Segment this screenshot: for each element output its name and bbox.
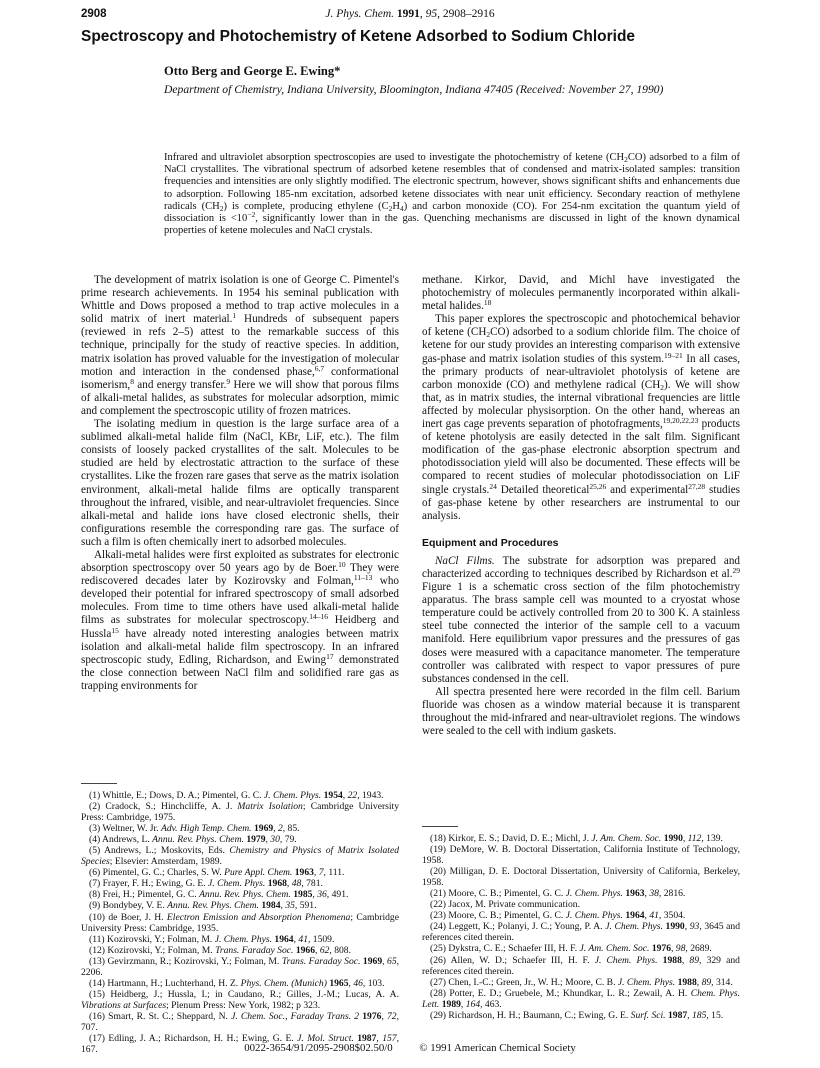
reference-entry: (4) Andrews, L. Annu. Rev. Phys. Chem. 1979, 30, 79. (89, 834, 297, 846)
copyright-notice: © 1991 American Chemical Society (419, 1042, 576, 1054)
reference-entry: (9) Bondybey, V. E. Annu. Rev. Phys. Chem. 1984, 35, 591. (89, 900, 317, 912)
reference-entry: (27) Chen, I.-C.; Green, Jr., W. H.; Moore, C. B. J. Chem. Phys. 1988, 89, 314. (430, 976, 733, 988)
footnote-rule (422, 826, 458, 827)
reference-entry: (6) Pimentel, G. C.; Charles, S. W. Pure Appl. Chem. 1963, 7, 111. (89, 867, 345, 879)
references-left (81, 790, 399, 1055)
reference-entry: (11) Kozirovski, Y.; Folman, M. J. Chem. Phys. 1964, 41, 1509. (89, 933, 335, 945)
article-code: 0022-3654/91/2095-2908$02.50/0 (244, 1042, 393, 1054)
reference-entry: (5) Andrews, L.; Moskovits, Eds. Chemistry and Physics of Matrix Isolated Species; Elsevier: Amsterdam, 1989. (81, 845, 400, 868)
reference-entry: (28) Potter, E. D.; Gruebele, M.; Khundkar, L. R.; Zewail, A. H. Chem. Phys. Lett. 1989, 164, 463. (422, 987, 740, 1010)
body-paragraph: All spectra presented here were recorded in the film cell. Barium fluoride was chosen as a window material because it is transparent throughout the mid-infrared and near-ultraviolet regions. The windows were sealed to the cell with indium gaskets. (422, 685, 740, 738)
references-right (422, 833, 740, 1021)
body-paragraph (422, 555, 740, 686)
reference-entry: (14) Hartmann, H.; Luchterhand, H. Z. Phys. Chem. (Munich) 1965, 46, 103. (89, 977, 385, 989)
reference-entry: (10) de Boer, J. H. Electron Emission and Absorption Phenomena; Cambridge University Press: Cambridge, 1935. (81, 911, 399, 934)
body-paragraph: The development of matrix isolation is one of George C. Pimentel's prime research achievements. In 1954 his seminal publication with Whittle and Dows proposed a method to trap active molecules in a solid matrix of inert material.$^1$ Hundreds of subsequent papers (reviewed in refs 2–5) attest to the remarkable success of this technique, principally for the study of reactive species. In addition, matrix isolation has proved valuable for the investigation of molecular motion and interaction in the condensed phase,$^{6,7}$ conformational isomerism,$^8$ and energy transfer.$^9$ Here we will show that porous films of alkali-metal halides, as substrates for molecular adsorption, mimic and complement the spectroscopic utility of frozen matrices. (81, 274, 399, 417)
reference-entry: (12) Kozirovski, Y.; Folman, M. Trans. Faraday Soc. 1966, 62, 808. (89, 944, 351, 956)
reference-entry: (29) Richardson, H. H.; Baumann, C.; Ewing, G. E. Surf. Sci. 1987, 185, 15. (430, 1009, 724, 1021)
reference-entry: (1) Whittle, E.; Dows, D. A.; Pimentel, G. C. J. Chem. Phys. 1954, 22, 1943. (89, 790, 384, 801)
reference-entry: (7) Frayer, F. H.; Ewing, G. E. J. Chem. Phys. 1968, 48, 781. (89, 878, 323, 890)
journal-year: 1991 (396, 8, 420, 20)
journal-name: J. Phys. Chem. (325, 8, 395, 20)
footnote-rule (81, 783, 117, 784)
reference-entry: (13) Gevirzmann, R.; Kozirovski, Y.; Folman, M. Trans. Faraday Soc. 1969, 65, 2206. (81, 955, 400, 978)
reference-entry: (25) Dykstra, C. E.; Schaefer III, H. F. J. Am. Chem. Soc. 1976, 98, 2689. (430, 943, 712, 955)
reference-entry: (17) Edling, J. A.; Richardson, H. H.; Ewing, G. E. J. Mol. Struct. 1987, 157, 167. (81, 1033, 399, 1056)
reference-entry: (20) Milligan, D. E. Doctoral Dissertation, University of California, Berkeley, 1958. (422, 866, 740, 889)
reference-entry: (18) Kirkor, E. S.; David, D. E.; Michl, J. J. Am. Chem. Soc. 1990, 112, 139. (430, 833, 723, 844)
running-header (81, 8, 739, 24)
article-authors: Otto Berg and George E. Ewing* (164, 64, 341, 78)
reference-entry: (8) Frei, H.; Pimentel, G. C. Annu. Rev. Phys. Chem. 1985, 36, 491. (89, 889, 349, 901)
article-title: Spectroscopy and Photochemistry of Ketene Adsorbed to Sodium Chloride (81, 28, 636, 45)
reference-entry: (24) Leggett, K.; Polanyi, J. C.; Young, P. A. J. Chem. Phys. 1990, 93, 3645 and references cited therein. (422, 921, 740, 944)
body-paragraph: The isolating medium in question is the large surface area of a sublimed alkali-metal halide film (NaCl, KBr, LiF, etc.). The film consists of loosely packed crystallites of the salt. Molecules to be studied are held by electrostatic attraction to the surface of these crystallites. Like the frozen rare gases that serve as the matrix isolation environment, alkali-metal halide films are optically transparent throughout the infrared, visible, and near-ultraviolet frequencies. Since alkali-metal and halide ions have closed electronic shells, their configurations resemble the corresponding rare gas. The surface of such a film is often chemically inert to adsorbed molecules. (81, 418, 399, 548)
reference-entry: (2) Cradock, S.; Hinchcliffe, A. J. Matrix Isolation; Cambridge University Press: Cambridge, 1975. (81, 801, 400, 824)
reference-entry: (19) DeMore, W. B. Doctoral Dissertation, California Institute of Technology, 1958. (422, 844, 740, 867)
left-column (81, 274, 399, 693)
abstract: Infrared and ultraviolet absorption spectroscopies are used to investigate the photochemistry of ketene $(CH_2CO)$ adsorbed to a film of NaCl crystallites. The vibrational spectrum of adsorbed ketene resembles that of condensed and matrix-isolated samples: transition frequencies and intensities are only slightly modified. The electronic spectrum, however, shows significant shifts and enhancements due to adsorption. Following 185-nm excitation, adsorbed ketene dissociates with near unit efficiency. Secondary reaction of methylene radicals $(CH_2)$ is complete, producing ethylene $(C_2H_4)$ and carbon monoxide (CO). For 254-nm excitation the quantum yield of dissociation is $<10^{-2}$, significantly lower than in the gas. Quenching mechanisms are discussed in light of the known dynamical properties of ketene molecules and NaCl crystals. (164, 152, 740, 237)
reference-entry: (23) Moore, C. B.; Pimentel, G. C. J. Chem. Phys. 1964, 41, 3504. (430, 910, 686, 922)
reference-entry: (15) Heidberg, J.; Hussla, I.; in Caudano, R.; Gilles, J.-M.; Lucas, A. A. Vibrations at Surfaces; Plenum Press: New York, 1982; p 323. (81, 988, 399, 1011)
body-paragraph: Alkali-metal halides were first exploited as substrates for electronic absorption spectroscopy over 50 years ago by de Boer.$^{10}$ They were rediscovered decades later by Kozirovsky and Folman,$^{11-13}$ who developed their potential for infrared spectroscopy of small adsorbed molecules. From time to time others have used alkali-metal halide films as substrates for molecular spectroscopy.$^{14-16}$ Heidberg and Hussla$^{15}$ have already noted interesting analogies between matrix isolation and alkali-metal halide film spectroscopy. In an infrared spectroscopic study, Edling, Richardson, and Ewing$^{17}$ demonstrated the close connection between NaCl film and solidified rare gas as trapping environments for (81, 548, 400, 692)
journal-citation: J. Phys. Chem. 1991, 95, 2908–2916 (325, 8, 495, 20)
body-paragraph: This paper explores the spectroscopic and photochemical behavior of ketene $(CH_2CO)$ adsorbed to a sodium chloride film. The choice of ketene for our study provides an interesting comparison with extensive gas-phase and matrix isolation studies of this system.$^{19-21}$ In all cases, the primary products of near-ultraviolet photolysis of ketene are carbon monoxide (CO) and methylene radical $(CH_2)$. We will show that, as in matrix studies, the internal vibrational frequencies are little affected by molecular physisorption. On the other hand, whereas an inert gas cage prevents separation of photofragments,$^{19,20,22,23}$ products of ketene photolysis are easily detected in the salt film. Significant modification of the gas-phase electronic absorption spectrum and photodissociation yield will also be documented. These effects will be compared to recent studies of molecular photodissociation on LiF single crystals.$^{24}$ Detailed theoretical$^{25,26}$ and experimental$^{27,28}$ studies of gas-phase ketene by other researchers are instrumental to our analysis. (422, 313, 740, 522)
body-paragraph: methane. Kirkor, David, and Michl have investigated the photochemistry of molecules permanently incorporated within alkali-metal halides.$^{18}$ (422, 274, 740, 313)
journal-volume: 95 (425, 8, 438, 20)
subsection-title: NaCl Films. (435, 554, 495, 567)
page-footer (0, 1042, 820, 1054)
reference-entry: (16) Smart, R. St. C.; Sheppard, N. J. Chem. Soc., Faraday Trans. 2 1976, 72, 707. (81, 1010, 399, 1033)
reference-entry: (22) Jacox, M. Private communication. (430, 899, 581, 911)
reference-entry: (21) Moore, C. B.; Pimentel, G. C. J. Chem. Phys. 1963, 38, 2816. (430, 888, 686, 900)
page-number: 2908 (81, 8, 107, 20)
reference-entry: (3) Weltner, W. Jr. Adv. High Temp. Chem. 1969, 2, 85. (89, 823, 300, 835)
author-affiliation: Department of Chemistry, Indiana University, Bloomington, Indiana 47405 (Received: November 27, 1990) (164, 83, 664, 96)
section-heading: Equipment and Procedures (422, 536, 559, 549)
body-text: The substrate for adsorption was prepared and characterized according to techniques described by Richardson et al.$^{29}$ Figure 1 is a schematic cross section of the film photochemistry apparatus. The brass sample cell was mounted to a cryostat whose temperature could be actively controlled from 20 to 300 K. A stainless steel tube connected the interior of the sample cell to a vacuum manifold. Here equilibrium vapor pressures and the pressures of gas doses were measured with a capacitance manometer. The temperature controller was calibrated with respect to vapor pressures of pure substances condensed in the cell. (422, 554, 740, 685)
journal-pages: 2908–2916 (442, 8, 495, 20)
reference-entry: (26) Allen, W. D.; Schaefer III, H. F. J. Chem. Phys. 1988, 89, 329 and references cited therein. (422, 954, 740, 977)
right-column (422, 274, 740, 738)
